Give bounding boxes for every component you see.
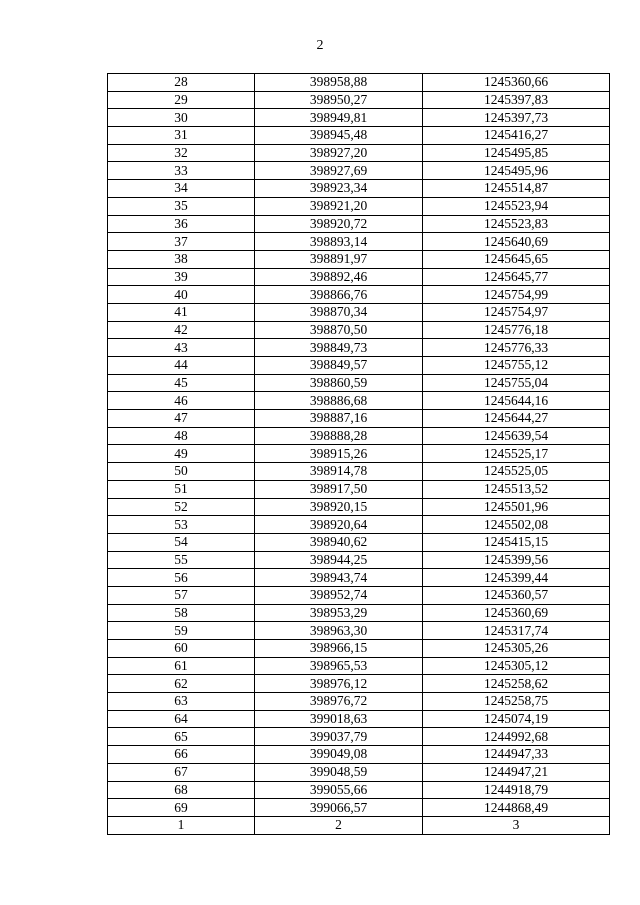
- y-coordinate-cell: 1245415,15: [423, 533, 610, 551]
- x-coordinate-cell: 398921,20: [255, 197, 423, 215]
- x-coordinate-cell: 399066,57: [255, 799, 423, 817]
- x-coordinate-cell: 398887,16: [255, 410, 423, 428]
- point-number-cell: 64: [108, 710, 255, 728]
- point-number-cell: 66: [108, 746, 255, 764]
- table-row: [108, 693, 610, 711]
- y-coordinate-cell: 1244947,21: [423, 763, 610, 781]
- y-coordinate-cell: 1245305,26: [423, 640, 610, 658]
- table-row: [108, 410, 610, 428]
- table-row: [108, 109, 610, 127]
- x-coordinate-cell: 398940,62: [255, 533, 423, 551]
- table-row: [108, 357, 610, 375]
- table-row: [108, 799, 610, 817]
- table-body: [108, 74, 610, 835]
- x-coordinate-cell: 398891,97: [255, 250, 423, 268]
- point-number-cell: 35: [108, 197, 255, 215]
- table-row: [108, 463, 610, 481]
- point-number-cell: 59: [108, 622, 255, 640]
- point-number-cell: 31: [108, 127, 255, 145]
- x-coordinate-cell: 398860,59: [255, 374, 423, 392]
- point-number-cell: 45: [108, 374, 255, 392]
- point-number-cell: 50: [108, 463, 255, 481]
- point-number-cell: 44: [108, 357, 255, 375]
- table-row: [108, 374, 610, 392]
- y-coordinate-cell: 1245640,69: [423, 233, 610, 251]
- point-number-cell: 65: [108, 728, 255, 746]
- y-coordinate-cell: 1245645,65: [423, 250, 610, 268]
- table-row: [108, 445, 610, 463]
- x-coordinate-cell: 398949,81: [255, 109, 423, 127]
- x-coordinate-cell: 398893,14: [255, 233, 423, 251]
- point-number-cell: 42: [108, 321, 255, 339]
- point-number-cell: 33: [108, 162, 255, 180]
- table-row: [108, 427, 610, 445]
- table-row: [108, 303, 610, 321]
- y-coordinate-cell: 1245502,08: [423, 516, 610, 534]
- point-number-cell: 63: [108, 693, 255, 711]
- table-row: [108, 233, 610, 251]
- point-number-cell: 46: [108, 392, 255, 410]
- y-coordinate-cell: 1244918,79: [423, 781, 610, 799]
- point-number-cell: 48: [108, 427, 255, 445]
- x-coordinate-cell: 398966,15: [255, 640, 423, 658]
- x-coordinate-cell: 398952,74: [255, 586, 423, 604]
- table-row: [108, 162, 610, 180]
- point-number-cell: 54: [108, 533, 255, 551]
- y-coordinate-cell: 1244868,49: [423, 799, 610, 817]
- x-coordinate-cell: 398888,28: [255, 427, 423, 445]
- y-coordinate-cell: 1245755,04: [423, 374, 610, 392]
- table-row: [108, 640, 610, 658]
- page-number: 2: [316, 38, 324, 53]
- x-coordinate-cell: 398923,34: [255, 180, 423, 198]
- y-coordinate-cell: 1245644,27: [423, 410, 610, 428]
- x-coordinate-cell: 398886,68: [255, 392, 423, 410]
- point-number-cell: 47: [108, 410, 255, 428]
- y-coordinate-cell: 1245495,85: [423, 144, 610, 162]
- point-number-cell: 53: [108, 516, 255, 534]
- table-row: [108, 180, 610, 198]
- point-number-cell: 52: [108, 498, 255, 516]
- table-row: [108, 321, 610, 339]
- table-row: [108, 533, 610, 551]
- y-coordinate-cell: 1245258,75: [423, 693, 610, 711]
- y-coordinate-cell: 1245754,99: [423, 286, 610, 304]
- table-row: [108, 498, 610, 516]
- x-coordinate-cell: 398920,15: [255, 498, 423, 516]
- y-coordinate-cell: 1245317,74: [423, 622, 610, 640]
- point-number-cell: 60: [108, 640, 255, 658]
- x-coordinate-cell: 398976,72: [255, 693, 423, 711]
- point-number-cell: 62: [108, 675, 255, 693]
- x-coordinate-cell: 398950,27: [255, 91, 423, 109]
- x-coordinate-cell: 398965,53: [255, 657, 423, 675]
- y-coordinate-cell: 1245501,96: [423, 498, 610, 516]
- point-number-cell: 36: [108, 215, 255, 233]
- y-coordinate-cell: 1245776,18: [423, 321, 610, 339]
- point-number-cell: 41: [108, 303, 255, 321]
- y-coordinate-cell: 1245495,96: [423, 162, 610, 180]
- y-coordinate-cell: 1244992,68: [423, 728, 610, 746]
- point-number-cell: 30: [108, 109, 255, 127]
- point-number-cell: 55: [108, 551, 255, 569]
- table-row: [108, 710, 610, 728]
- y-coordinate-cell: 1245360,57: [423, 586, 610, 604]
- x-coordinate-cell: 398849,57: [255, 357, 423, 375]
- point-number-cell: 58: [108, 604, 255, 622]
- point-number-cell: 69: [108, 799, 255, 817]
- point-number-cell: 39: [108, 268, 255, 286]
- y-coordinate-cell: 1245305,12: [423, 657, 610, 675]
- x-coordinate-cell: 398914,78: [255, 463, 423, 481]
- table-row: [108, 127, 610, 145]
- y-coordinate-cell: 1245360,69: [423, 604, 610, 622]
- y-coordinate-cell: 1245513,52: [423, 480, 610, 498]
- x-coordinate-cell: 398943,74: [255, 569, 423, 587]
- table-row: [108, 144, 610, 162]
- table-row: [108, 622, 610, 640]
- table-row: [108, 728, 610, 746]
- x-coordinate-cell: 398945,48: [255, 127, 423, 145]
- y-coordinate-cell: 1245645,77: [423, 268, 610, 286]
- table-row: [108, 763, 610, 781]
- point-number-cell: 49: [108, 445, 255, 463]
- column-numbers-row: [108, 816, 610, 834]
- point-number-cell: 29: [108, 91, 255, 109]
- point-number-cell: 38: [108, 250, 255, 268]
- y-coordinate-cell: 1245523,94: [423, 197, 610, 215]
- y-coordinate-cell: 1245644,16: [423, 392, 610, 410]
- table-row: [108, 339, 610, 357]
- y-coordinate-cell: 1245525,17: [423, 445, 610, 463]
- point-number-cell: 34: [108, 180, 255, 198]
- x-coordinate-cell: 398920,72: [255, 215, 423, 233]
- table-row: [108, 268, 610, 286]
- table-row: [108, 675, 610, 693]
- x-coordinate-cell: 398870,34: [255, 303, 423, 321]
- x-coordinate-cell: 398866,76: [255, 286, 423, 304]
- y-coordinate-cell: 1245074,19: [423, 710, 610, 728]
- column-number-cell: 1: [108, 816, 255, 834]
- y-coordinate-cell: 1245399,56: [423, 551, 610, 569]
- table-row: [108, 586, 610, 604]
- table-row: [108, 286, 610, 304]
- x-coordinate-cell: 398963,30: [255, 622, 423, 640]
- x-coordinate-cell: 398849,73: [255, 339, 423, 357]
- table-row: [108, 657, 610, 675]
- y-coordinate-cell: 1245360,66: [423, 74, 610, 92]
- table-row: [108, 516, 610, 534]
- table-row: [108, 551, 610, 569]
- point-number-cell: 57: [108, 586, 255, 604]
- y-coordinate-cell: 1245397,73: [423, 109, 610, 127]
- x-coordinate-cell: 398915,26: [255, 445, 423, 463]
- y-coordinate-cell: 1244947,33: [423, 746, 610, 764]
- y-coordinate-cell: 1245776,33: [423, 339, 610, 357]
- y-coordinate-cell: 1245754,97: [423, 303, 610, 321]
- x-coordinate-cell: 399048,59: [255, 763, 423, 781]
- x-coordinate-cell: 398944,25: [255, 551, 423, 569]
- point-number-cell: 68: [108, 781, 255, 799]
- coordinates-table: [107, 73, 610, 835]
- table-row: [108, 569, 610, 587]
- x-coordinate-cell: 399037,79: [255, 728, 423, 746]
- y-coordinate-cell: 1245755,12: [423, 357, 610, 375]
- point-number-cell: 40: [108, 286, 255, 304]
- table-row: [108, 781, 610, 799]
- table-row: [108, 215, 610, 233]
- y-coordinate-cell: 1245397,83: [423, 91, 610, 109]
- point-number-cell: 51: [108, 480, 255, 498]
- y-coordinate-cell: 1245523,83: [423, 215, 610, 233]
- point-number-cell: 32: [108, 144, 255, 162]
- point-number-cell: 28: [108, 74, 255, 92]
- column-number-cell: 2: [255, 816, 423, 834]
- column-number-cell: 3: [423, 816, 610, 834]
- x-coordinate-cell: 398870,50: [255, 321, 423, 339]
- point-number-cell: 61: [108, 657, 255, 675]
- x-coordinate-cell: 398927,20: [255, 144, 423, 162]
- x-coordinate-cell: 398976,12: [255, 675, 423, 693]
- y-coordinate-cell: 1245399,44: [423, 569, 610, 587]
- x-coordinate-cell: 398958,88: [255, 74, 423, 92]
- x-coordinate-cell: 398892,46: [255, 268, 423, 286]
- x-coordinate-cell: 399049,08: [255, 746, 423, 764]
- table-row: [108, 480, 610, 498]
- table-row: [108, 746, 610, 764]
- x-coordinate-cell: 398953,29: [255, 604, 423, 622]
- table-row: [108, 604, 610, 622]
- y-coordinate-cell: 1245258,62: [423, 675, 610, 693]
- x-coordinate-cell: 398917,50: [255, 480, 423, 498]
- x-coordinate-cell: 399055,66: [255, 781, 423, 799]
- table-row: [108, 74, 610, 92]
- table-row: [108, 250, 610, 268]
- y-coordinate-cell: 1245416,27: [423, 127, 610, 145]
- x-coordinate-cell: 398920,64: [255, 516, 423, 534]
- point-number-cell: 56: [108, 569, 255, 587]
- x-coordinate-cell: 399018,63: [255, 710, 423, 728]
- table-row: [108, 392, 610, 410]
- point-number-cell: 67: [108, 763, 255, 781]
- table-row: [108, 197, 610, 215]
- point-number-cell: 37: [108, 233, 255, 251]
- point-number-cell: 43: [108, 339, 255, 357]
- y-coordinate-cell: 1245639,54: [423, 427, 610, 445]
- table-row: [108, 91, 610, 109]
- x-coordinate-cell: 398927,69: [255, 162, 423, 180]
- y-coordinate-cell: 1245514,87: [423, 180, 610, 198]
- y-coordinate-cell: 1245525,05: [423, 463, 610, 481]
